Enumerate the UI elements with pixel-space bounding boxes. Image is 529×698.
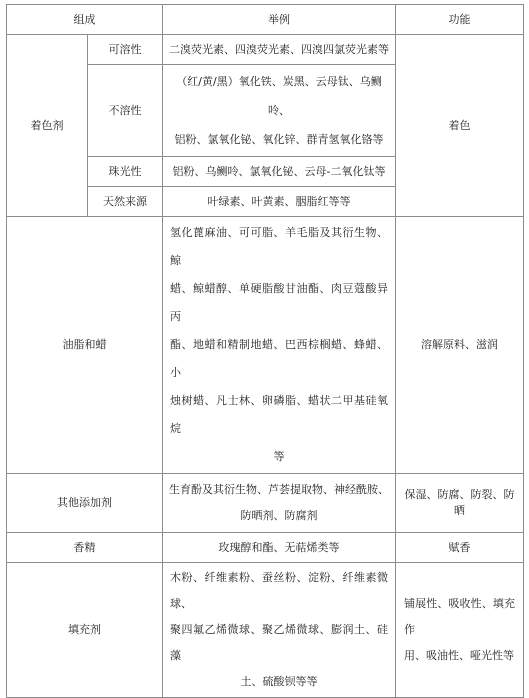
example-line: 防晒剂、防腐剂 (240, 509, 318, 522)
function-line: 用、吸油性、哑光性等 (404, 649, 514, 662)
function-cell: 保湿、防腐、防裂、防晒 (396, 474, 524, 533)
group-cell: 其他添加剂 (7, 474, 163, 533)
example-line: 铝粉、氯氧化铋、氧化锌、群青氢氧化铬等 (174, 133, 384, 146)
subgroup-cell: 不溶性 (88, 65, 163, 157)
example-line: 蜡、鲸蜡醇、单硬脂酸甘油酯、肉豆蔻酸异丙 (170, 282, 388, 323)
group-cell: 油脂和蜡 (7, 217, 163, 474)
example-line: 木粉、纤维素粉、蚕丝粉、淀粉、纤维素微球、 (170, 571, 388, 610)
group-cell: 香精 (7, 533, 163, 563)
table-row (7, 217, 524, 474)
example-line: （红/黄/黑）氧化铁、炭黑、云母钛、乌鲗呤、 (176, 75, 382, 117)
header-group: 组成 (7, 5, 163, 35)
function-cell (396, 563, 524, 698)
subgroup-cell: 可溶性 (88, 35, 163, 65)
table-row (7, 533, 524, 563)
table-row (7, 35, 524, 65)
examples-cell: 二溴荧光素、四溴荧光素、四溴四氯荧光素等 (163, 35, 396, 65)
examples-cell (163, 563, 396, 698)
examples-cell: 玫瑰醇和酯、无萜烯类等 (163, 533, 396, 563)
examples-cell (163, 474, 396, 533)
header-examples: 举例 (163, 5, 396, 35)
example-line: 生育酚及其衍生物、芦荟提取物、神经酰胺、 (169, 483, 389, 496)
header-row (7, 5, 524, 35)
example-line: 土、硫酸钡等等 (240, 675, 318, 688)
group-cell: 着色剂 (7, 35, 88, 217)
composition-table (6, 4, 524, 698)
table-row (7, 474, 524, 533)
example-line: 聚四氟乙烯微球、聚乙烯微球、膨润土、硅藻 (170, 623, 388, 662)
function-cell: 赋香 (396, 533, 524, 563)
examples-cell (163, 65, 396, 157)
example-line: 等 (273, 450, 285, 463)
example-line: 氢化蓖麻油、可可脂、羊毛脂及其衍生物、鲸 (170, 226, 388, 267)
subgroup-cell: 天然来源 (88, 187, 163, 217)
example-line: 酯、地蜡和精制地蜡、巴西棕榈蜡、蜂蜡、小 (170, 338, 388, 379)
example-line: 烛树蜡、凡士林、卵磷脂、蜡状二甲基硅氧烷 (170, 394, 388, 435)
examples-cell (163, 217, 396, 474)
function-cell: 溶解原料、滋润 (396, 217, 524, 474)
examples-cell: 叶绿素、叶黄素、胭脂红等等 (163, 187, 396, 217)
function-line: 铺展性、吸收性、填充作 (404, 597, 515, 636)
subgroup-cell: 珠光性 (88, 157, 163, 187)
examples-cell: 铝粉、乌鲗呤、氯氧化铋、云母-二氧化钛等 (163, 157, 396, 187)
group-cell: 填充剂 (7, 563, 163, 698)
function-cell: 着色 (396, 35, 524, 217)
table-row (7, 563, 524, 698)
header-function: 功能 (396, 5, 524, 35)
